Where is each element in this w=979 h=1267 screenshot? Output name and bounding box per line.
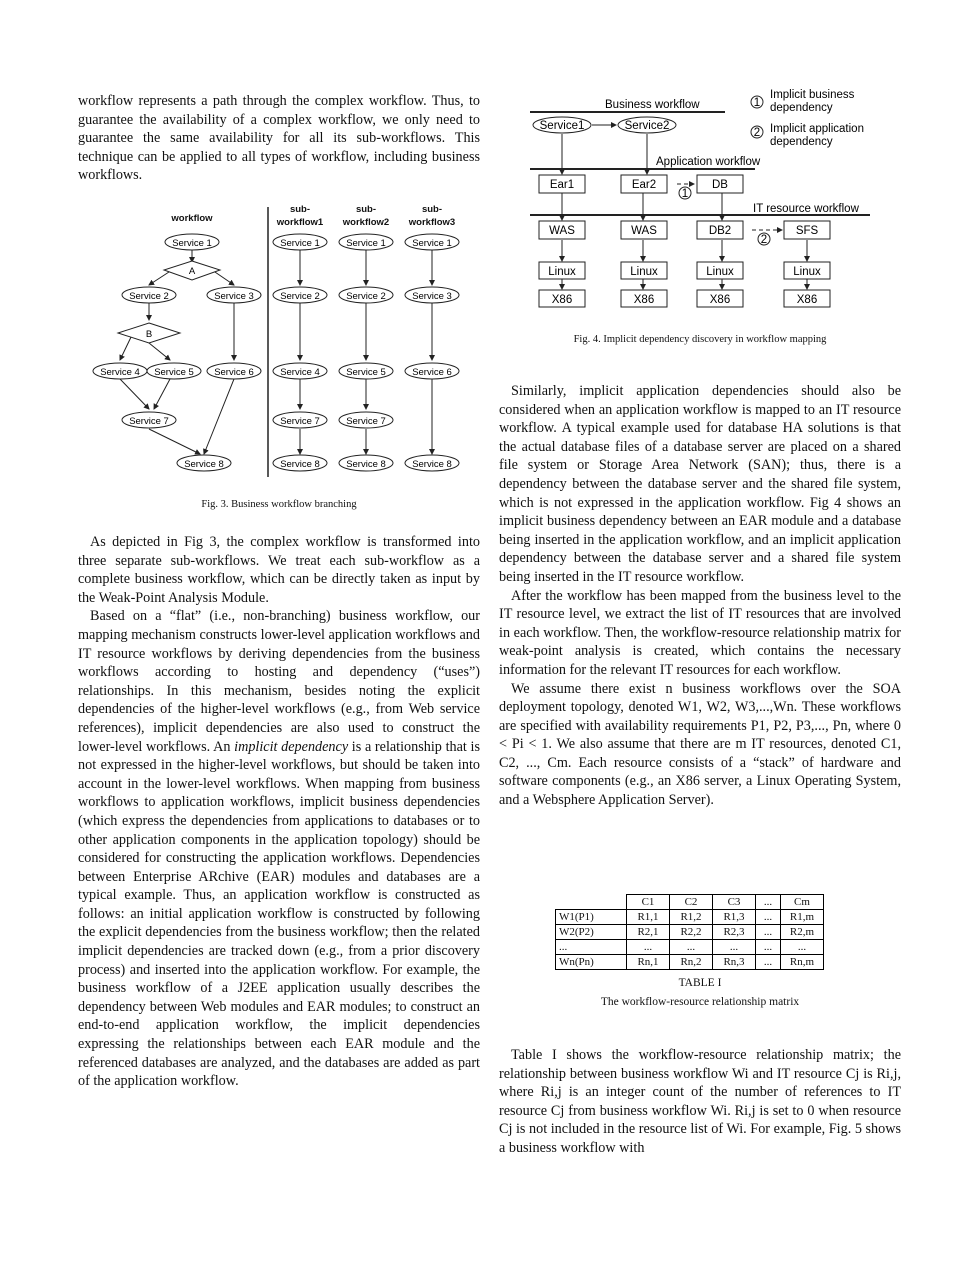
table-cell: R1,m [781, 910, 824, 925]
fig3-title-sub3-b: workflow3 [408, 217, 456, 228]
left-column-lower [78, 533, 480, 1091]
table-cell: ... [781, 940, 824, 955]
svg-text:2: 2 [760, 234, 768, 246]
fig3-title-sub1-a: sub- [289, 204, 311, 215]
svg-text:Service 2: Service 2 [129, 291, 169, 302]
table-header-cell: ... [756, 895, 781, 910]
fig3-caption: Fig. 3. Business workflow branching [201, 499, 357, 510]
table-cell: R1,1 [627, 910, 670, 925]
svg-text:Service 1: Service 1 [172, 238, 212, 249]
table-cell: W1(P1) [556, 910, 627, 925]
svg-text:WAS: WAS [549, 225, 575, 237]
fig4-legend-1b: dependency [770, 102, 833, 114]
table-row [556, 940, 824, 955]
fig4-legend-1a: Implicit business [770, 89, 855, 101]
fig4-caption: Fig. 4. Implicit dependency discovery in workflow mapping [573, 334, 827, 345]
paragraph-intro: workflow represents a path through the complex workflow. Thus, to guarantee the availability of a complex workflow, we only need to guarantee the same availability for all its sub-workflows. This technique can be applied to all types of workflow, including business workflows. [78, 93, 480, 184]
table-header-cell: C1 [627, 895, 670, 910]
table-header-cell: C2 [670, 895, 713, 910]
svg-text:Service 1: Service 1 [412, 238, 452, 249]
figure-3 [92, 202, 472, 482]
svg-text:X86: X86 [709, 294, 731, 306]
table-caption: The workflow-resource relationship matrix [600, 996, 800, 1008]
table-row [556, 955, 824, 970]
table-cell: ... [756, 940, 781, 955]
table-label: TABLE I [678, 977, 722, 989]
table-cell: ... [556, 940, 627, 955]
table-cell: W2(P2) [556, 925, 627, 940]
svg-text:SFS: SFS [795, 225, 819, 237]
svg-text:Service 8: Service 8 [412, 459, 452, 470]
fig3-branch-a-label: A [188, 266, 196, 277]
table-cell: Rn,2 [670, 955, 713, 970]
svg-text:Service 8: Service 8 [346, 459, 386, 470]
svg-text:Linux: Linux [548, 266, 576, 278]
fig3-branch-b-label: B [145, 329, 153, 340]
table-1 [555, 894, 824, 970]
svg-text:Service 2: Service 2 [346, 291, 386, 302]
svg-text:Service2: Service2 [624, 120, 670, 132]
table-header-cell: Cm [781, 895, 824, 910]
fig3-title-sub2-a: sub- [355, 204, 377, 215]
svg-text:Service 4: Service 4 [280, 367, 320, 378]
table-cell: Rn,1 [627, 955, 670, 970]
svg-text:DB2: DB2 [708, 225, 732, 237]
svg-text:Service 1: Service 1 [280, 238, 320, 249]
svg-text:X86: X86 [796, 294, 818, 306]
table-cell: ... [670, 940, 713, 955]
fig3-column-titles [170, 204, 455, 228]
svg-text:Service 8: Service 8 [184, 459, 224, 470]
svg-text:Ear1: Ear1 [549, 179, 575, 191]
svg-text:Service 3: Service 3 [412, 291, 452, 302]
svg-text:Service 6: Service 6 [412, 367, 452, 378]
fig3-title-sub1-b: workflow1 [276, 217, 324, 228]
svg-text:Service1: Service1 [539, 120, 585, 132]
svg-text:Service 2: Service 2 [280, 291, 320, 302]
table-cell: ... [756, 925, 781, 940]
paragraph-fig3-desc: As depicted in Fig 3, the complex workflow is transformed into three separate sub-workflows. We treat each sub-workflow as a complete business workflow, which can be directly taken as input by the Weak-Point Analysis Module. [78, 534, 480, 606]
fig3-title-sub2-b: workflow2 [342, 217, 390, 228]
left-column [78, 92, 480, 185]
svg-text:Ear2: Ear2 [631, 179, 657, 191]
svg-text:Service 7: Service 7 [346, 416, 386, 427]
table-cell: Rn,3 [713, 955, 756, 970]
paragraph-mapping: Based on a “flat” (i.e., non-branching) business workflow, our mapping mechanism constructs lower-level application workflows and IT resource workflows by deriving dependencies from the business workflows according to hosting and dependency (“uses”) relationships. In this mechanism, besides noting the explicit dependencies of the higher-level workflows (e.g., from Web service references), implicit dependencies are also used to construct the lower-level workflows. An implicit dependency is a relationship that is not expressed in the higher-level workflows, but should be taken into account in the lower-level workflows. When mapping from business workflows to application workflows, implicit business dependencies (which express the dependencies from applications to databases or to other application components in the application topology) should be considered for constructing the application workflows. Dependencies between Enterprise ARchive (EAR) modules and databases are a typical example. Thus, an application workflow is constructed as follows: an initial application workflow is constructed by following the explicit dependencies from the business workflow; then the related implicit dependencies are tracked down (e.g., from a prior discovery process) and inserted into the application workflow. For example, the business workflow of a J2EE application usually describes the dependency between Web modules and EAR modules; to construct an end-to-end application workflow, the implicit dependencies expressing the relationships between each EAR module and the referenced databases are analyzed, and the databases are added as part of the application workflow. [78, 608, 480, 1090]
svg-text:DB: DB [712, 179, 728, 191]
svg-text:Service 5: Service 5 [154, 367, 194, 378]
table-header-cell: C3 [713, 895, 756, 910]
paragraph-assumptions: We assume there exist n business workflows over the SOA deployment topology, denoted W1, W2, W3,...,Wn. These workflows are specified with availability requirements P1, P2, P3,..., Pn, where 0 < Pi < 1. We also assume that there are m IT resources, denoted C1, C2, ..., Cm. Each resource consists of a “stack” of hardware and software components (e.g., an X86 server, a Linux Operating System, and a Websphere Application Server). [499, 680, 901, 809]
svg-text:Service 7: Service 7 [280, 416, 320, 427]
table-cell: ... [713, 940, 756, 955]
svg-text:WAS: WAS [631, 225, 657, 237]
table-cell: R2,m [781, 925, 824, 940]
table-cell: Rn,m [781, 955, 824, 970]
table-row [556, 925, 824, 940]
table-cell: Wn(Pn) [556, 955, 627, 970]
svg-text:Service 5: Service 5 [346, 367, 386, 378]
table-cell: R2,1 [627, 925, 670, 940]
right-column-lower [499, 1046, 901, 1158]
svg-text:Service 4: Service 4 [100, 367, 140, 378]
table-cell: R2,2 [670, 925, 713, 940]
svg-text:1: 1 [753, 97, 761, 109]
svg-text:Service 7: Service 7 [129, 416, 169, 427]
table-corner [556, 895, 627, 910]
fig4-legend-2a: Implicit application [770, 123, 864, 135]
figure-4 [525, 86, 890, 318]
table-cell: R2,3 [713, 925, 756, 940]
svg-text:1: 1 [681, 188, 689, 200]
paragraph-resource-list: After the workflow has been mapped from the business level to the IT resource level, we extract the list of IT resources that are involved in each workflow. Then, the workflow-resource relationship matrix for weak-point analysis is created, which contains the necessary information for the relevant IT resources for each workflow. [499, 587, 901, 678]
table-cell: R1,3 [713, 910, 756, 925]
svg-text:Linux: Linux [793, 266, 821, 278]
svg-text:X86: X86 [633, 294, 655, 306]
table-row [556, 910, 824, 925]
table-cell: ... [756, 955, 781, 970]
svg-text:Service 3: Service 3 [214, 291, 254, 302]
svg-text:X86: X86 [551, 294, 573, 306]
svg-text:Service 8: Service 8 [280, 459, 320, 470]
svg-text:Linux: Linux [706, 266, 734, 278]
paragraph-table-desc: Table I shows the workflow-resource relationship matrix; the relationship between business workflow Wi and IT resource Cj is Ri,j, where Ri,j is an integer count of the number of references to IT resource Cj from business workflow Wi. Ri,j is set to 0 when resource Cj is not included in the resource list of Wi. For example, Fig. 5 shows a business workflow with [499, 1047, 901, 1156]
svg-text:Service 1: Service 1 [346, 238, 386, 249]
fig3-title-workflow: workflow [171, 213, 213, 224]
fig4-it-label: IT resource workflow [753, 203, 859, 215]
fig4-business-label: Business workflow [605, 99, 700, 111]
fig3-title-sub3-a: sub- [421, 204, 443, 215]
fig4-legend-2b: dependency [770, 136, 833, 148]
right-column [499, 382, 901, 810]
svg-text:Linux: Linux [630, 266, 658, 278]
fig4-app-label: Application workflow [656, 156, 761, 168]
table-cell: ... [756, 910, 781, 925]
svg-text:2: 2 [753, 127, 761, 139]
term-implicit-dependency: implicit dependency [234, 738, 349, 755]
table-cell: ... [627, 940, 670, 955]
table-cell: R1,2 [670, 910, 713, 925]
paragraph-implicit-app: Similarly, implicit application dependencies should also be considered when an application workflow is mapped to an IT resource workflow. A typical example used for database HA solutions is that the actual database files of a database server are placed on a shared file system or Storage Area Network (SAN); thus, there is a dependency between the database server and the shared file system, which is not expressed in the application workflow. Fig 4 shows an implicit business dependency between an EAR module and a database being inserted in the application workflow, and an implicit application dependency between the database server and a shared file system being inserted in the IT resource workflow. [499, 383, 901, 585]
svg-text:Service 6: Service 6 [214, 367, 254, 378]
